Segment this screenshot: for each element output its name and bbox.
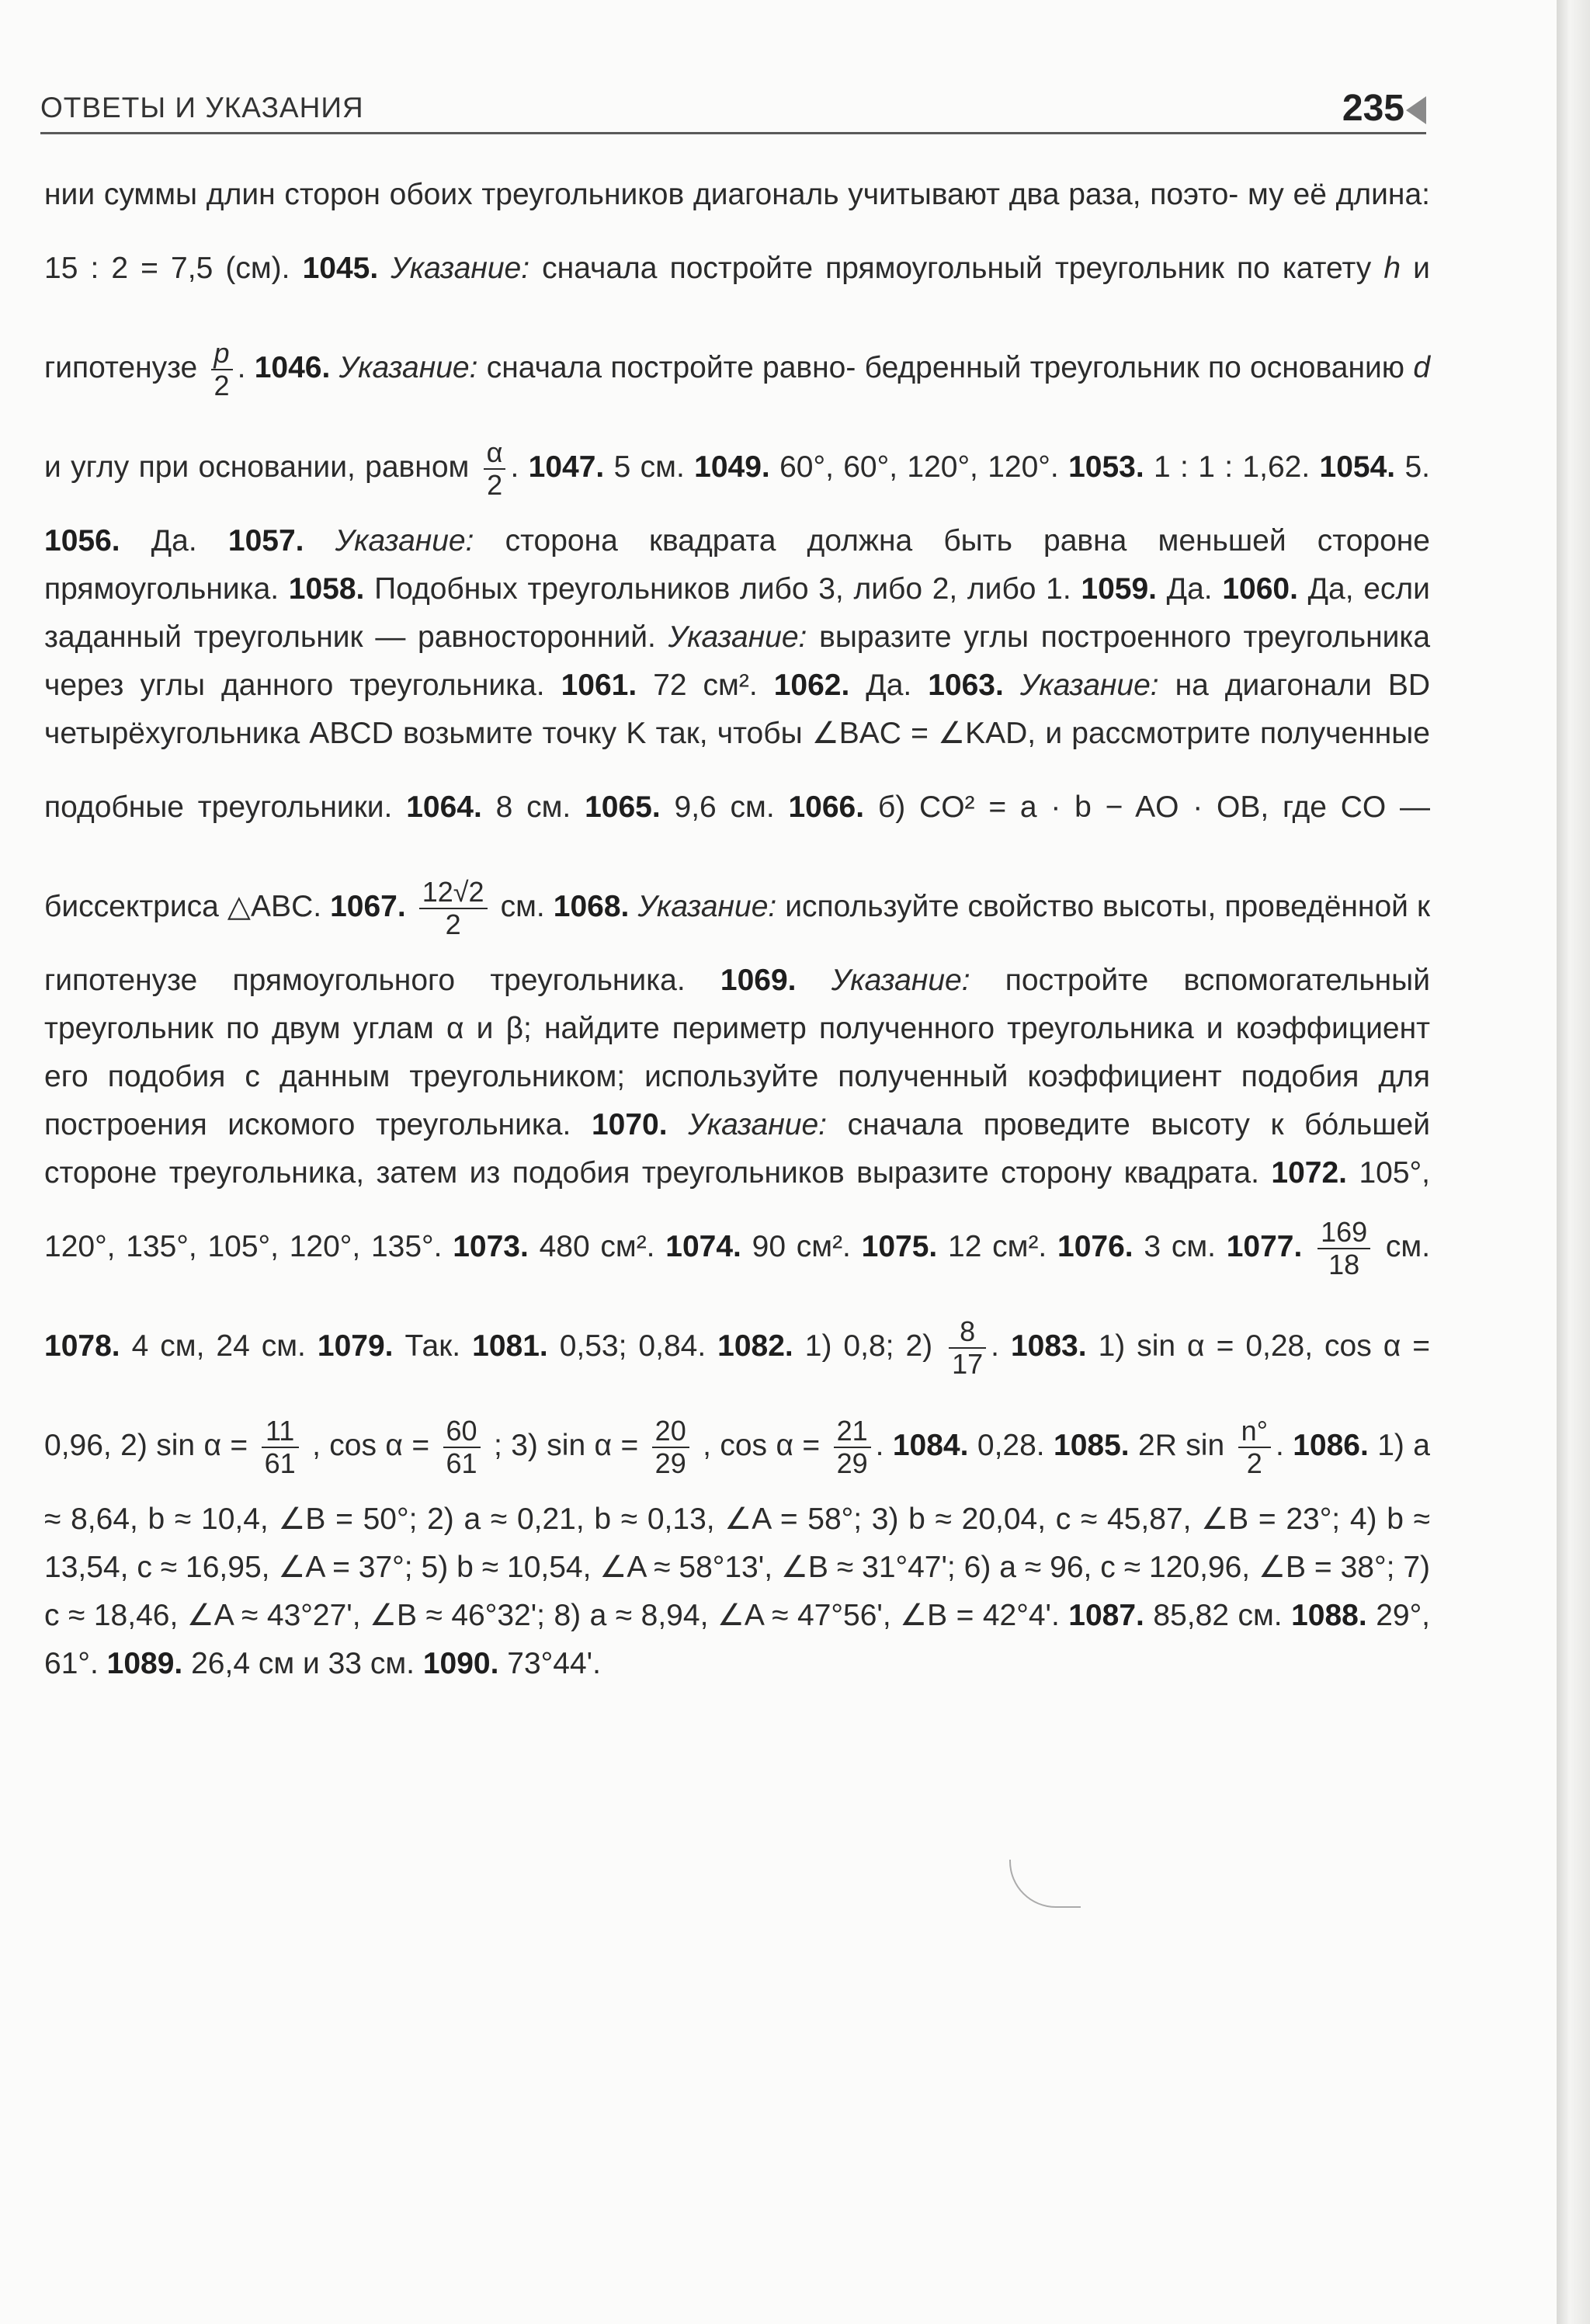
pencil-mark	[1009, 1860, 1081, 1908]
fraction-1077: $\frac{169}{18}$	[1317, 1217, 1370, 1280]
fraction-1085: $\frac{n^\circ}{2}$	[1238, 1416, 1271, 1479]
fraction-1083-cos2: $\frac{60}{61}$	[443, 1416, 481, 1479]
line-1045-cont: треугольник по катету h и гипотенузе $\frac{p}{2}$ . 1046. Указание: сначала постройте равно-	[44, 252, 1430, 401]
fraction-1082: $\frac{8}{17}$	[949, 1316, 986, 1380]
answers-text: нии суммы длин сторон обоих треугольников диагональ учитывают два раза, поэто- му её длина: 15 : 2 = 7,5 (см). 1045. Указание: сначала постройте прямоугольный треугольник по катету h и гипотенузе $\frac{p}{2}$ . 1046. Указание: сначала постройте равно- бедренный треугольник по основанию d и углу при основании, равном $\frac{\alpha}{2}$ . 1047. 5 см. 1049. 60°, 60°, 120°, 120°. 1053. 1 : 1 : 1,62. 1054. 5. 1056. Да. 1057. Указание: сторона квадрата должна быть равна меньшей стороне прямоугольника. 1058. Подобных треугольников либо 3, либо 2, либо 1. 1059. Да. 1060. Да, если заданный треугольник — равносторонний. Указание: выразите углы построенного треугольника через углы данного треугольника. 1061. 72 см². 1062. Да. 1063. Указание: на диагонали BD четырёхугольника ABCD возьмите точку K так, чтобы ∠BAC = ∠KAD, и рассмотрите полученные подобные треугольники. 1064. 8 см. 1065. 9,6 см. 1066. б) CO² = a · b − AO · OB, где CO — биссектриса △ABC. 1067. $\frac{12√2}{2}$ см. 1068. Указание: используйте свойство высоты, проведённой к гипотенузе прямоугольного треугольника. 1069. Указание: постройте вспомогательный треугольник по двум углам α и β; найдите периметр полученного треугольника и коэффициент его подобия с данным треугольником; используйте полученный коэффициент подобия для построения искомого треугольника. 1070. Указание: сначала проведите высоту к бо́льшей стороне треугольника, затем из подобия треугольников выразите сторону квадрата. 1072. 105°, 120°, 135°, 105°, 120°, 135°. 1073. 480 см². 1074. 90 см². 1075. 12 см². 1076. 3 см. 1077. $\frac{169}{18}$ см. 1078. 4 см, 24 см. 1079. Так. 1081. 0,53; 0,84. 1082. 1) 0,8; 2) $\frac{8}{17}$ . 1083. 1) sin α = 0,28, cos α = 0,96, 2) sin α = $\frac{11}{61}$ , cos α = $\frac{60}{61}$ ; 3) sin α = $\frac{20}{29}$ , cos α = $\frac{21}{29}$ . 1084. 0,28. 1085. 2R sin $\frac{n^\circ}{2}$ . 1086. 1) a ≈ 8,64, b ≈ 10,4, ∠B = 50°; 2) a ≈ 0,21, b ≈ 0,13, ∠A = 58°; 3) b ≈ 20,04, c ≈ 45,87, ∠B = 23°; 4) b ≈ 13,54, c ≈ 16,95, ∠A = 37°; 5) b ≈ 10,54, ∠A ≈ 58°13', ∠B ≈ 31°47'; 6) a ≈ 96, c ≈ 120,96, ∠B = 38°; 7) c ≈ 18,46, ∠A ≈ 43°27', ∠B ≈ 46°32'; 8) a ≈ 8,94, ∠A ≈ 47°56', ∠B = 42°4'. 1087. 85,82 см. 1088. 29°, 61°. 1089. 26,4 см и 33 см. 1090. 73°44'.	[44, 178, 1431, 1680]
fraction-1083-sin2: $\frac{11}{61}$	[262, 1416, 299, 1479]
fraction-1083-cos3: $\frac{21}{29}$	[834, 1416, 871, 1479]
page-marker-icon	[1406, 96, 1426, 124]
section-title: ОТВЕТЫ И УКАЗАНИЯ	[40, 92, 364, 123]
fraction-1067: $\frac{12√2}{2}$	[419, 877, 488, 940]
fraction-p-2: $\frac{p}{2}$	[211, 338, 233, 401]
page-edge	[1557, 0, 1590, 2324]
page-header	[40, 85, 1426, 134]
fraction-1083-sin3: $\frac{20}{29}$	[652, 1416, 689, 1479]
line-1046-cont: бедренный треугольник по основанию d и углу при основании, равном $\frac{\alpha}{2}$ . 1047. 5 см.	[44, 351, 1431, 501]
fraction-alpha-2: $\frac{\alpha}{2}$	[484, 437, 506, 501]
page-number: 235	[1342, 88, 1404, 129]
